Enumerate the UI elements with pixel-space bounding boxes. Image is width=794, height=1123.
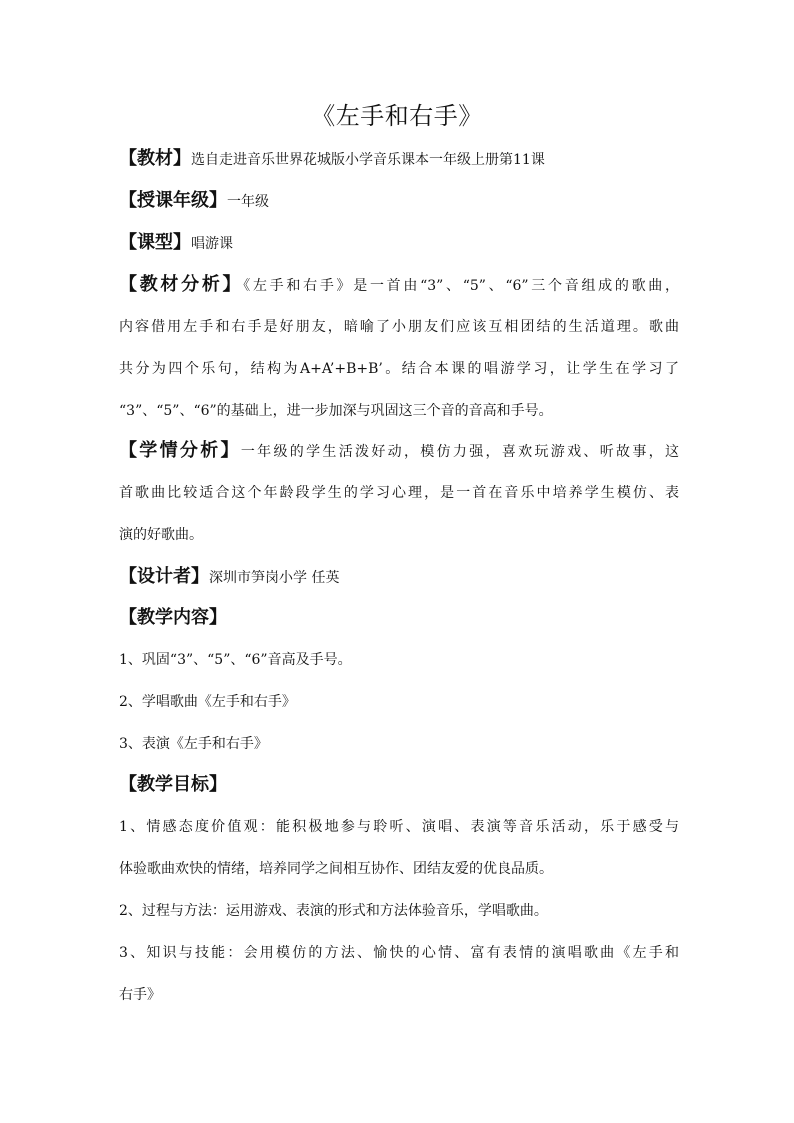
- content-item-3: 3、表演《左手和右手》: [119, 736, 268, 752]
- analysis-line-4: “3”、“5”、“6”的基础上，进一步加深与巩固这三个音的音高和手号。: [119, 403, 553, 419]
- analysis-heading: 【教材分析】: [119, 274, 244, 295]
- document-title: 《左手和右手》: [311, 102, 483, 130]
- grade-line: [119, 187, 679, 216]
- students-line-1: [119, 437, 679, 466]
- textbook-text: 选自走进音乐世界花城版小学音乐课本一年级上册第11课: [191, 152, 545, 168]
- students-text-1: 一年级的学生活泼好动，模仿力强，喜欢玩游戏、听故事，这: [240, 444, 679, 460]
- goals-line-5: 右手》: [119, 987, 161, 1003]
- designer-text: 深圳市笋岗小学 任英: [209, 570, 340, 586]
- goals-line-4: 3、知识与技能：会用模仿的方法、愉快的心情、富有表情的演唱歌曲《左手和: [119, 945, 679, 961]
- analysis-line-3: 共分为四个乐句，结构为A+A’+B+B’。结合本课的唱游学习，让学生在学习了: [119, 361, 679, 377]
- textbook-heading: 【教材】: [119, 148, 191, 169]
- lesson-type-text: 唱游课: [191, 236, 233, 252]
- lesson-type-line: [119, 229, 679, 258]
- content-item-2: 2、学唱歌曲《左手和右手》: [119, 694, 296, 710]
- analysis-text-1: 《左手和右手》是一首由“3”、“5”、“6”三个音组成的歌曲，: [243, 278, 679, 294]
- grade-text: 一年级: [227, 194, 269, 210]
- goals-line-3: 2、过程与方法：运用游戏、表演的形式和方法体验音乐，学唱歌曲。: [119, 903, 548, 919]
- goals-line-1: 1、情感态度价值观：能积极地参与聆听、演唱、表演等音乐活动，乐于感受与: [119, 819, 679, 835]
- designer-heading: 【设计者】: [119, 566, 209, 587]
- analysis-line-1: [119, 271, 679, 300]
- students-heading: 【学情分析】: [119, 440, 241, 461]
- students-line-2: 首歌曲比较适合这个年龄段学生的学习心理，是一首在音乐中培养学生模仿、表: [119, 485, 679, 501]
- textbook-line: [119, 145, 679, 174]
- lesson-type-heading: 【课型】: [119, 232, 191, 253]
- content-item-1: 1、巩固“3”、“5”、“6”音高及手号。: [119, 652, 352, 668]
- designer-line: [119, 563, 679, 592]
- goals-heading: 【教学目标】: [119, 774, 227, 795]
- analysis-line-2: 内容借用左手和右手是好朋友，暗喻了小朋友们应该互相团结的生活道理。歌曲: [119, 319, 679, 335]
- students-line-3: 演的好歌曲。: [119, 527, 203, 543]
- content-heading: 【教学内容】: [119, 607, 227, 628]
- goals-line-2: 体验歌曲欢快的情绪，培养同学之间相互协作、团结友爱的优良品质。: [119, 861, 553, 877]
- grade-heading: 【授课年级】: [119, 190, 227, 211]
